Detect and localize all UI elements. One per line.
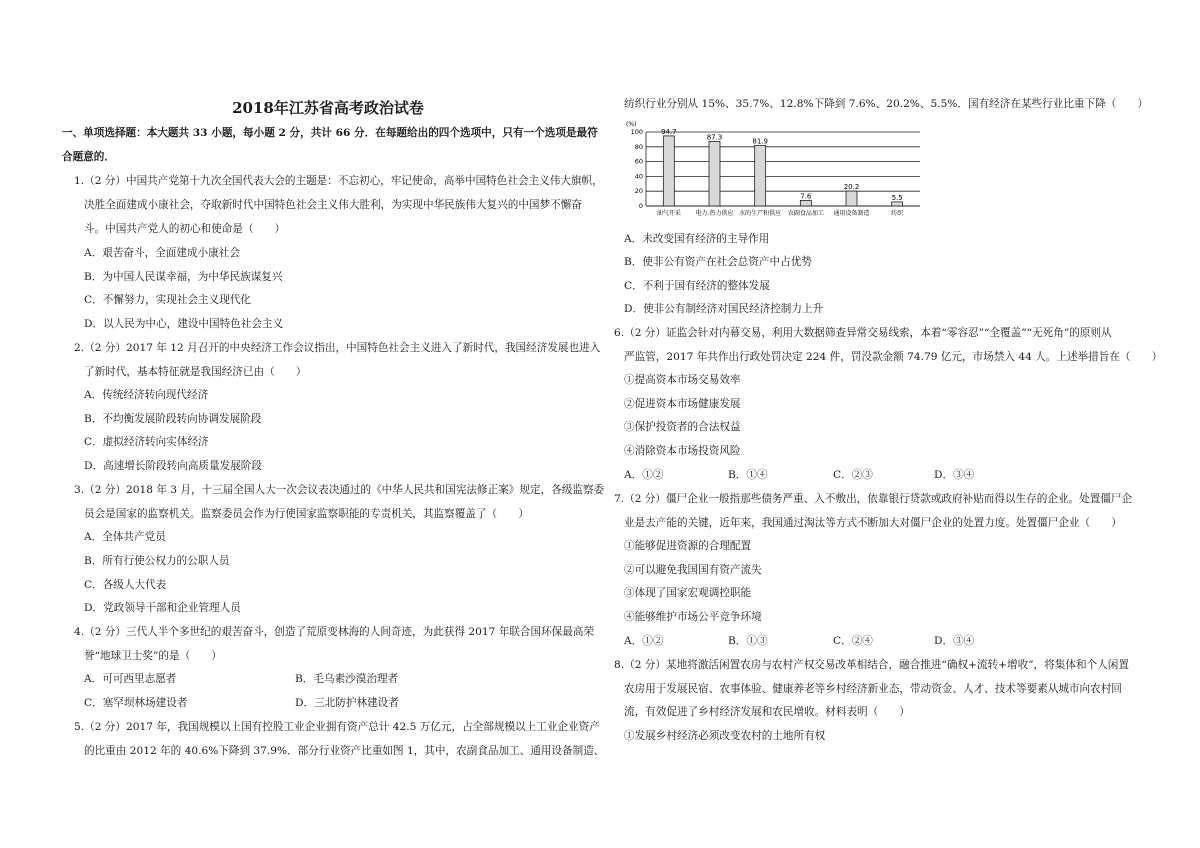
bar (846, 191, 857, 206)
q2-stem: 了新时代，基本特征就是我国经济已由（ ） (84, 366, 307, 378)
q3-option-b[interactable]: B．所有行使公权力的公职人员 (84, 555, 230, 567)
y-axis-unit: (%) (626, 121, 637, 128)
data-label: 7.6 (800, 192, 812, 201)
y-tick-label: 20 (634, 187, 643, 196)
bar (709, 141, 720, 206)
q6-stem: 严监管，2017 年共作出行政处罚决定 224 件，罚没款金额 74.79 亿元，市场禁入 44 人。上述举措旨在（ ） (624, 351, 1163, 363)
y-tick-label: 60 (634, 157, 643, 166)
bar (800, 200, 811, 206)
q1-option-d[interactable]: D．以人民为中心，建设中国特色社会主义 (84, 318, 284, 330)
q5-stem-cont: 纺织行业分别从 15%、35.7%、12.8%下降到 7.6%、20.2%、5.5%．国有经济在某些行业比重下降（ ） (624, 98, 1149, 110)
q6-item-1: ①提高资本市场交易效率 (624, 374, 741, 386)
bar (663, 136, 674, 206)
q6-item-4: ④消除资本市场投资风险 (624, 445, 741, 457)
q6-option-a[interactable]: A．①② (624, 469, 664, 481)
q5-option-c[interactable]: C．不利于国有经济的整体发展 (624, 280, 770, 292)
q5-option-d[interactable]: D．使非公有制经济对国民经济控制力上升 (624, 303, 824, 315)
q8-item-1: ①发展乡村经济必须改变农村的土地所有权 (624, 730, 826, 742)
data-label: 94.7 (661, 127, 677, 136)
x-tick-label: 农副食品加工 (787, 210, 824, 217)
q2-option-d[interactable]: D．高速增长阶段转向高质量发展阶段 (84, 460, 262, 472)
section-heading-cont: 合题意的． (62, 151, 115, 163)
bar (892, 202, 903, 206)
x-tick-label: 纺织 (891, 210, 904, 217)
q5-stem: 5.（2 分）2017 年，我国规模以上国有控股工业企业拥有资产总计 42.5 万亿元，占全部规模以上工业企业资产 (74, 721, 600, 733)
q4-stem: 誉“地球卫士奖”的是（ ） (84, 650, 222, 662)
y-tick-label: 100 (630, 128, 643, 136)
bar (755, 145, 766, 206)
q1-option-c[interactable]: C．不懈努力，实现社会主义现代化 (84, 294, 252, 306)
q6-item-2: ②促进资本市场健康发展 (624, 398, 741, 410)
q1-stem: 决胜全面建成小康社会，夺取新时代中国特色社会主义伟大胜利，为实现中华民族伟大复兴的中国梦不懈奋 (84, 199, 582, 211)
q7-stem: 7.（2 分）僵尸企业一般指那些债务严重、入不敷出，依靠银行贷款或政府补贴而得以生存的企业。处置僵尸企 (614, 493, 1133, 505)
q4-option-c[interactable]: C．塞罕坝林场建设者 (84, 697, 188, 709)
q7-item-3: ③体现了国家宏观调控职能 (624, 587, 752, 599)
y-tick-label: 40 (634, 172, 643, 181)
q7-option-c[interactable]: C．②④ (833, 635, 873, 647)
x-tick-label: 电力.热力供应 (695, 210, 734, 217)
q3-option-a[interactable]: A．全体共产党员 (84, 531, 166, 543)
page-title: 2018年江苏省高考政治试卷 (232, 99, 424, 117)
section-heading: 一、单项选择题：本大题共 33 小题，每小题 2 分，共计 66 分．在每题给出的四个选项中，只有一个选项是最符 (62, 127, 598, 139)
x-tick-label: 通用设备制造 (833, 210, 870, 217)
q2-option-b[interactable]: B．不均衡发展阶段转向协调发展阶段 (84, 413, 262, 425)
q1-stem: 1.（2 分）中国共产党第十九次全国代表大会的主题是：不忘初心，牢记使命，高举中国特色社会主义伟大旗帜， (74, 175, 603, 187)
q6-option-d[interactable]: D．③④ (934, 469, 975, 481)
q4-option-d[interactable]: D．三北防护林建设者 (295, 697, 399, 709)
q1-stem: 斗。中国共产党人的初心和使命是（ ） (84, 223, 286, 235)
q7-option-d[interactable]: D．③④ (934, 635, 975, 647)
y-tick-label: 80 (634, 142, 643, 151)
q7-stem: 业是去产能的关键，近年来，我国通过淘汰等方式不断加大对僵尸企业的处置力度。处置僵尸企业（ ） (624, 517, 1122, 529)
q5-option-a[interactable]: A．未改变国有经济的主导作用 (624, 233, 770, 245)
q6-stem: 6.（2 分）证监会针对内幕交易，利用大数据筛查异常交易线索，本着“零容忍”“全覆盖”“无死角”的原则从 (614, 327, 1112, 339)
x-tick-label: 油气开采 (656, 210, 681, 217)
q7-item-4: ④能够维护市场公平竞争环境 (624, 611, 762, 623)
q3-stem: 员会是国家的监察机关。监察委员会作为行使国家监察职能的专责机关，其监察覆盖了（ ） (84, 508, 529, 520)
q8-stem: 流，有效促进了乡村经济发展和农民增收。材料表明（ ） (624, 706, 911, 718)
q7-option-b[interactable]: B．①③ (728, 635, 768, 647)
q3-option-d[interactable]: D．党政领导干部和企业管理人员 (84, 602, 241, 614)
q7-option-a[interactable]: A．①② (624, 635, 664, 647)
q8-stem: 农房用于发展民宿、农事体验、健康养老等乡村经济新业态，带动资金、人才、技术等要素从城市向农村回 (624, 683, 1122, 695)
q8-stem: 8.（2 分）某地将激活闲置农房与农村产权交易改革相结合，融合推进“确权+流转+增收”，将集体和个人闲置 (614, 659, 1129, 671)
q1-option-b[interactable]: B．为中国人民谋幸福，为中华民族谋复兴 (84, 271, 283, 283)
q6-option-b[interactable]: B．①④ (728, 469, 768, 481)
data-label: 5.5 (891, 193, 903, 202)
data-label: 87.3 (706, 133, 723, 142)
q4-option-b[interactable]: B．毛乌素沙漠治理者 (295, 673, 399, 685)
q6-item-3: ③保护投资者的合法权益 (624, 421, 741, 433)
q3-option-c[interactable]: C．各级人大代表 (84, 579, 167, 591)
x-tick-label: 水的生产和供应 (739, 210, 782, 217)
asset-share-bar-chart (624, 118, 924, 228)
data-label: 20.2 (843, 183, 860, 192)
q4-stem: 4.（2 分）三代人半个多世纪的艰苦奋斗，创造了荒原变林海的人间奇迹，为此获得 2017 年联合国环保最高荣 (74, 626, 595, 638)
q7-item-2: ②可以避免我国国有资产流失 (624, 564, 762, 576)
q5-option-b[interactable]: B．使非公有资产在社会总资产中占优势 (624, 256, 812, 268)
q2-stem: 2.（2 分）2017 年 12 月召开的中央经济工作会议指出，中国特色社会主义进入了新时代，我国经济发展也进入 (74, 342, 601, 354)
y-tick-label: 0 (638, 202, 643, 210)
q7-item-1: ①能够促进资源的合理配置 (624, 540, 752, 552)
q1-option-a[interactable]: A．艰苦奋斗，全面建成小康社会 (84, 247, 240, 259)
data-label: 81.9 (752, 137, 768, 146)
q5-stem: 的比重由 2012 年的 40.6%下降到 37.9%．部分行业资产比重如图 1，其中，农副食品加工、通用设备制造、 (84, 745, 605, 757)
q2-option-c[interactable]: C．虚拟经济转向实体经济 (84, 436, 209, 448)
q2-option-a[interactable]: A．传统经济转向现代经济 (84, 389, 209, 401)
q4-option-a[interactable]: A．可可西里志愿者 (84, 673, 177, 685)
q3-stem: 3.（2 分）2018 年 3 月，十三届全国人大一次会议表决通过的《中华人民共和国宪法修正案》规定，各级监察委 (74, 484, 605, 496)
q6-option-c[interactable]: C．②③ (833, 469, 873, 481)
